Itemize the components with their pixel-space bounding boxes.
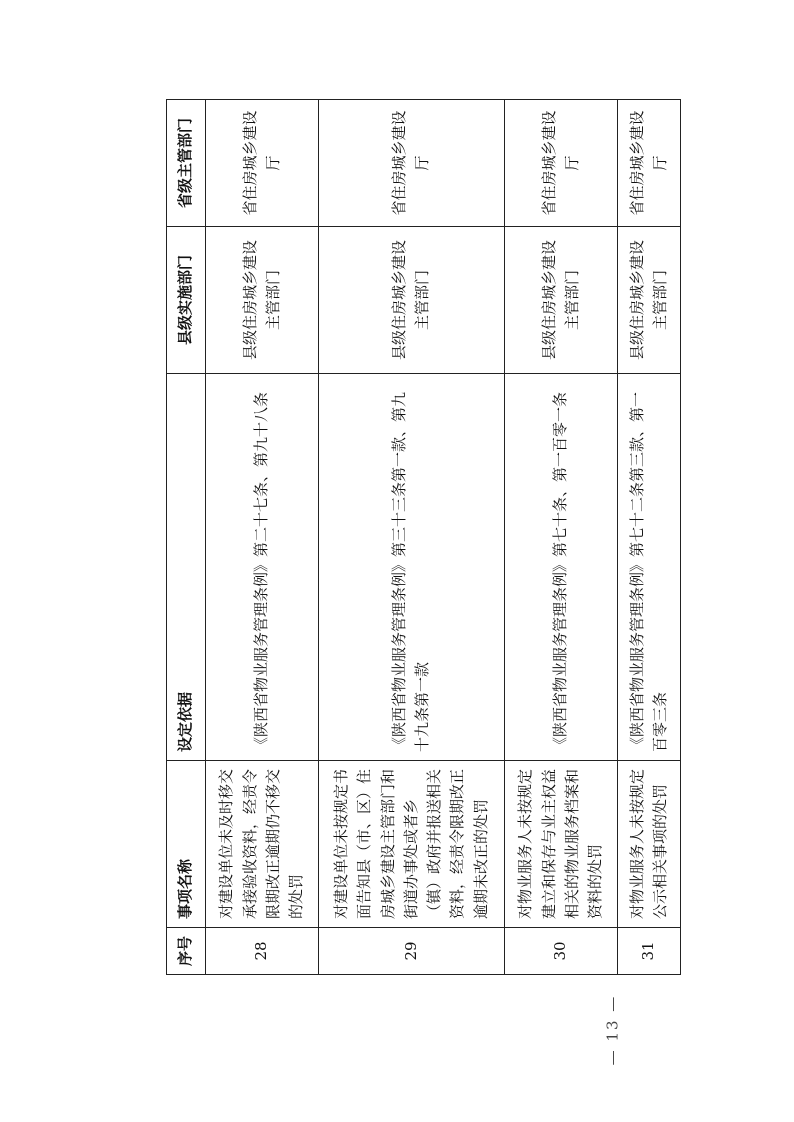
row-item-name: 对建设单位未及时移交承接验收资料，经责令限期改正逾期仍不移交的处罚 [206,761,319,928]
table-row [206,100,319,975]
row-basis: 《陕西省物业服务管理条例》第七十二条第三款、第一百零三条 [617,374,680,761]
header-num: 序号 [167,928,206,975]
table-row [505,100,618,975]
row-basis: 《陕西省物业服务管理条例》第七十条、第一百零一条 [505,374,618,761]
page-footer [582,994,642,1066]
header-item-name: 事项名称 [167,761,206,928]
row-county-dept: 县级住房城乡建设主管部门 [206,227,319,374]
row-item-name: 对建设单位未按规定书面告知县（市、区）住房城乡建设主管部门和街道办事处或者乡（镇）政府并报送相关资料，经责令限期改正逾期未改正的处罚 [318,761,505,928]
table-row [318,100,505,975]
table-row [617,100,680,975]
row-item-name: 对物业服务人未按规定建立和保存与业主权益相关的物业服务档案和资料的处罚 [505,761,618,928]
row-basis: 《陕西省物业服务管理条例》第三十三条第一款、第九十九条第一款 [318,374,505,761]
row-num: 28 [206,928,319,975]
penalty-items-table [166,99,681,975]
row-basis: 《陕西省物业服务管理条例》第二十七条、第九十八条 [206,374,319,761]
row-county-dept: 县级住房城乡建设主管部门 [617,227,680,374]
header-prov-dept: 省级主管部门 [167,100,206,227]
row-prov-dept: 省住房城乡建设厅 [505,100,618,227]
table-header-row [167,100,206,975]
row-num: 29 [318,928,505,975]
rotated-table-container [166,110,681,975]
row-prov-dept: 省住房城乡建设厅 [318,100,505,227]
header-county-dept: 县级实施部门 [167,227,206,374]
row-prov-dept: 省住房城乡建设厅 [617,100,680,227]
row-county-dept: 县级住房城乡建设主管部门 [505,227,618,374]
row-num: 30 [505,928,618,975]
row-county-dept: 县级住房城乡建设主管部门 [318,227,505,374]
page-number: — 13 — [603,994,621,1066]
header-basis: 设定依据 [167,374,206,761]
row-item-name: 对物业服务人未按规定公示相关事项的处罚 [617,761,680,928]
row-prov-dept: 省住房城乡建设厅 [206,100,319,227]
row-num: 31 [617,928,680,975]
